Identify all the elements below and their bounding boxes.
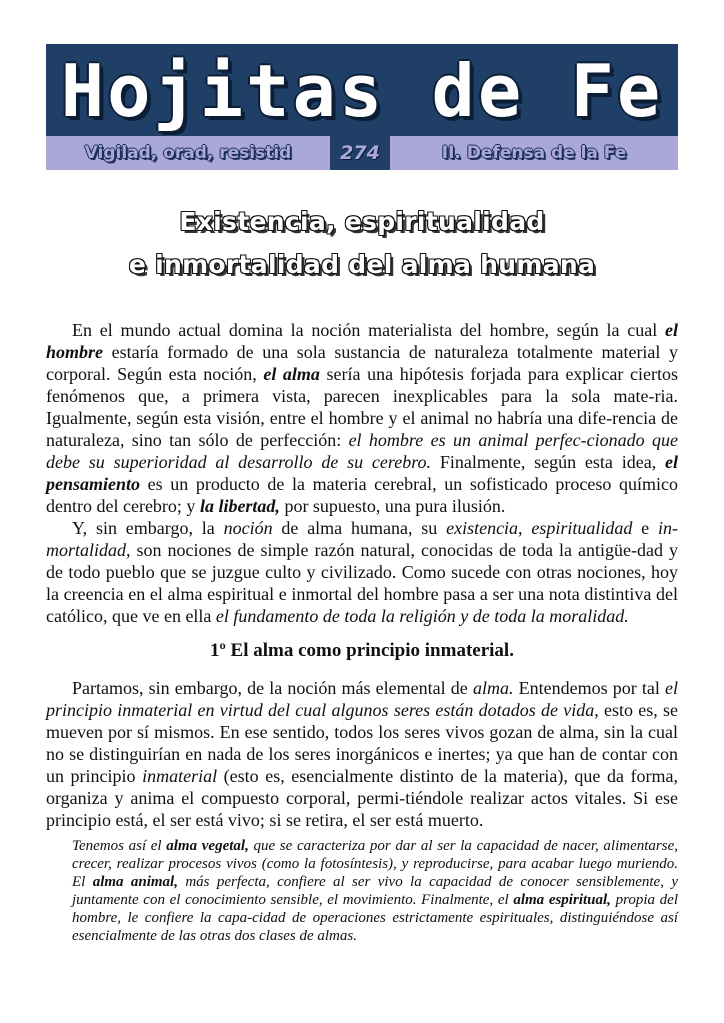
text-run: estaría formado de una sola sustancia de naturaleza totalmente material y corporal. Según esta noción, bbox=[46, 342, 678, 384]
text-run: esto es, se mueven por sí mismos. En ese sentido, todos los seres vivos gozan de alma, sin la cual no se distinguirían en nada de los seres inorgánicos e inertes; ya que han de contar con un principio bbox=[46, 700, 679, 786]
text-run: Finalmente, según esta idea, bbox=[431, 452, 665, 472]
article-title bbox=[46, 200, 678, 286]
section-label: II. Defensa de la Fe bbox=[441, 143, 627, 163]
bold-run: alma vegetal, bbox=[166, 838, 249, 854]
text-run: de alma humana, su bbox=[272, 518, 447, 538]
masthead-title: Hojitas de Fe bbox=[60, 49, 664, 133]
text-run: e bbox=[632, 518, 658, 538]
text-run: más perfecta, confiere al ser vivo la capacidad de conocer sensiblemente, y juntamente con el conocimiento sensible, el movimiento. Finalmente, el bbox=[72, 874, 678, 908]
article-title-line-2: e inmortalidad del alma humana bbox=[128, 250, 596, 279]
paragraph-2 bbox=[46, 517, 678, 627]
emphasis: el alma bbox=[263, 364, 320, 384]
text-run: por supuesto, una pura ilusión. bbox=[279, 496, 506, 516]
text-run: Entendemos por tal bbox=[513, 678, 666, 698]
italic-run: existencia, espiritualidad bbox=[446, 518, 633, 538]
italic-run: el hombre es un animal perfec-cionado que debe su superioridad al desarrollo de su cerebro. bbox=[46, 430, 678, 472]
bold-run: alma espiritual, bbox=[513, 892, 611, 908]
emphasis: el pensamiento bbox=[46, 452, 678, 494]
section-heading: 1º El alma como principio inmaterial. bbox=[210, 640, 514, 661]
subheader-bar bbox=[46, 136, 678, 170]
italic-run: noción bbox=[223, 518, 273, 538]
emphasis: el hombre bbox=[46, 320, 678, 362]
header-banner bbox=[46, 44, 678, 170]
text-run: Y, sin embargo, la bbox=[72, 518, 224, 538]
text-run: Partamos, sin embargo, de la noción más elemental de bbox=[72, 678, 473, 698]
motto: Vigilad, orad, resistid bbox=[84, 143, 292, 163]
bold-run: alma animal, bbox=[92, 874, 178, 890]
article-body bbox=[46, 319, 678, 945]
italic-run: inmaterial bbox=[142, 766, 218, 786]
text-run: son nociones de simple razón natural, conocidas de toda la antigüe-dad y de todo pueblo que se juzgue culto y civilizado. Como sucede con otras nociones, hoy la creencia en el alma espiritual e inmortal del hombre pasa a ser una nota distintiva del católico, que ve en ella bbox=[46, 540, 678, 626]
paragraph-3 bbox=[46, 677, 678, 831]
text-run: es un producto de la materia cerebral, un sofisticado proceso químico dentro del cerebro; y bbox=[46, 474, 678, 516]
issue-number: 274 bbox=[330, 136, 390, 170]
italic-run: el principio inmaterial en virtud del cual algunos seres están dotados de vida, bbox=[46, 678, 679, 720]
italic-run: in-mortalidad, bbox=[46, 518, 678, 560]
text-run: sería una hipótesis forjada para explicar ciertos fenómenos que, a primera vista, parecen inexplicables para la sola mate-ria. Igualmente, según esta visión, entre el hombre y el animal no habría una dife-rencia de naturaleza, sino tan sólo de perfección: bbox=[46, 364, 678, 450]
text-run: propia del hombre, le confiere la capa-cidad de operaciones estrictamente espirituales, distinguiéndose así esencialmente de las otras dos clases de almas. bbox=[72, 892, 678, 944]
emphasis: la libertad, bbox=[199, 496, 280, 516]
text-run: En el mundo actual domina la noción materialista del hombre, según la cual bbox=[72, 320, 665, 340]
note-paragraph bbox=[72, 837, 678, 945]
article-title-line-1: Existencia, espiritualidad bbox=[179, 207, 545, 236]
text-run: (esto es, esencialmente distinto de la materia), que da forma, organiza y anima el compuesto corporal, permi-tiéndole realizar actos vitales. Si ese principio está, el ser está vivo; si se retira, el ser está muerto. bbox=[46, 766, 678, 830]
italic-run: alma. bbox=[472, 678, 514, 698]
masthead bbox=[46, 44, 678, 136]
italic-run: el fundamento de toda la religión y de toda la moralidad. bbox=[215, 606, 629, 626]
paragraph-1 bbox=[46, 319, 678, 517]
text-run: Tenemos así el bbox=[72, 838, 167, 854]
text-run: que se caracteriza por dar al ser la capacidad de nacer, alimentarse, crecer, realizar procesos vivos (como la fotosíntesis), y reproducirse, para acabar luego muriendo. El bbox=[72, 838, 678, 890]
